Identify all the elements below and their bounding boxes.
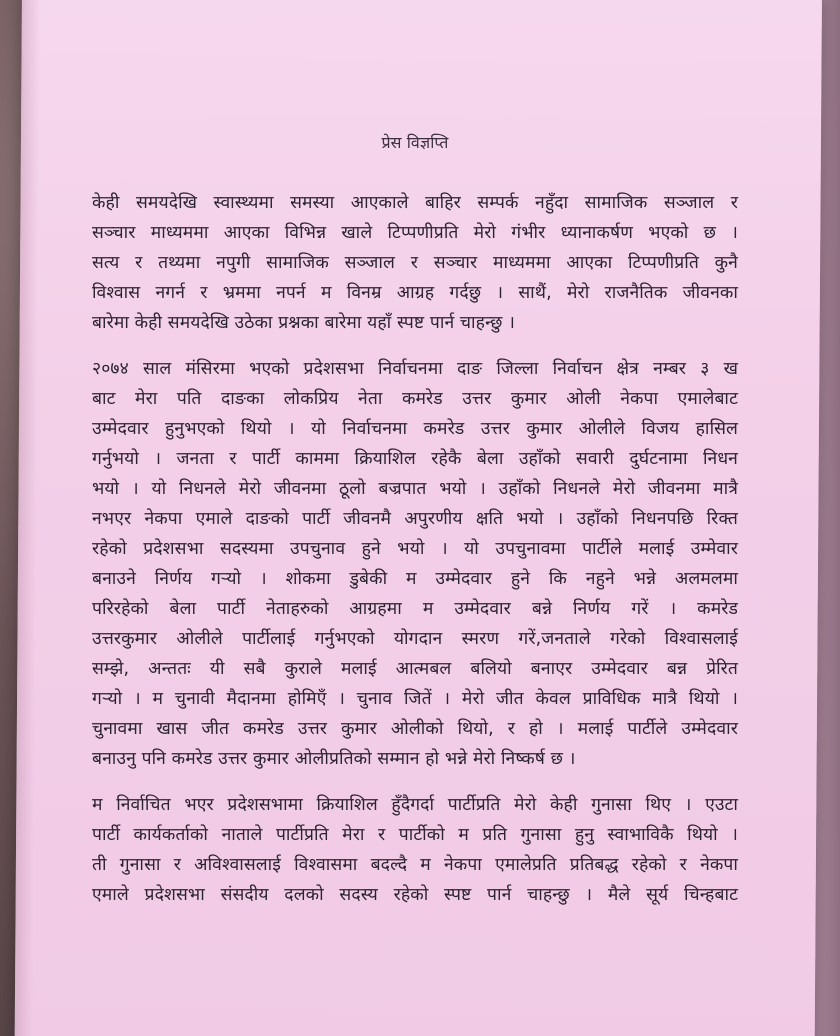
text-line: बनाउनु पनि कमरेड उत्तर कुमार ओलीप्रतिको सम्मान हो भन्ने मेरो निष्कर्ष छ । xyxy=(92,749,576,769)
text-line: परिरहेको बेला पार्टी नेताहरुको आग्रहमा म उम्मेदवार बन्ने निर्णय गरें । कमरेड xyxy=(92,599,738,619)
text-line: गर्नुभयो । जनता र पार्टी काममा क्रियाशिल रहेकै बेला उहाँको सवारी दुर्घटनामा निधन xyxy=(92,449,738,469)
text-line: पार्टी कार्यकर्ताको नाताले पार्टीप्रति मेरा र पार्टीको म प्रति गुनासा हुनु स्वाभाविकै थियो । xyxy=(92,825,738,845)
text-line: बाट मेरा पति दाङका लोकप्रिय नेता कमरेड उत्तर कुमार ओली नेकपा एमालेबाट xyxy=(92,389,738,409)
text-line: उत्तरकुमार ओलीले पार्टीलाई गर्नुभएको योगदान स्मरण गरें,जनताले गरेको विश्वासलाई xyxy=(92,629,738,649)
press-release-document xyxy=(92,133,738,926)
text-line: केही समयदेखि स्वास्थ्यमा समस्या आएकाले बाहिर सम्पर्क नहुँदा सामाजिक सञ्जाल र xyxy=(92,193,738,213)
text-line: सम्झे, अन्ततः यी सबै कुराले मलाई आत्मबल बलियो बनाएर उम्मेदवार बन्न प्रेरित xyxy=(92,659,738,679)
text-line: चुनावमा खास जीत कमरेड उत्तर कुमार ओलीको थियो, र हो । मलाई पार्टीले उम्मेदवार xyxy=(92,719,738,739)
paragraph-3 xyxy=(92,790,738,910)
text-line: बनाउने निर्णय गऱ्यो । शोकमा डुबेकी म उम्मेदवार हुने कि नहुने भन्ने अलमलमा xyxy=(92,569,738,589)
paragraph-1 xyxy=(92,188,738,338)
text-line: बारेमा केही समयदेखि उठेका प्रश्नका बारेमा यहाँ स्पष्ट पार्न चाहन्छु । xyxy=(92,313,515,333)
paragraph-2 xyxy=(92,354,738,774)
text-line: भयो । यो निधनले मेरो जीवनमा ठूलो बज्रपात भयो । उहाँको निधनले मेरो जीवनमा मात्रै xyxy=(92,479,738,499)
text-line: सञ्चार माध्यममा आएका विभिन्न खाले टिप्पणीप्रति मेरो गंभीर ध्यानाकर्षण भएको छ । xyxy=(92,223,738,243)
text-line: एमाले प्रदेशसभा संसदीय दलको सदस्य रहेको स्पष्ट पार्न चाहन्छु । मैले सूर्य चिन्हबाट xyxy=(92,885,738,905)
text-line: म निर्वाचित भएर प्रदेशसभामा क्रियाशिल हुँदैगर्दा पार्टीप्रति मेरो केही गुनासा थिए । एउटा xyxy=(92,795,738,815)
text-line: ती गुनासा र अविश्वासलाई विश्वासमा बदल्दै म नेकपा एमालेप्रति प्रतिबद्ध रहेको र नेकपा xyxy=(92,855,738,875)
text-line: विश्वास नगर्न र भ्रममा नपर्न म विनम्र आग्रह गर्दछु । साथैं, मेरो राजनैतिक जीवनका xyxy=(92,283,738,303)
text-line: नभएर नेकपा एमाले दाङको पार्टी जीवनमै अपुरणीय क्षति भयो । उहाँको निधनपछि रिक्त xyxy=(92,509,738,529)
text-line: सत्य र तथ्यमा नपुगी सामाजिक सञ्जाल र सञ्चार माध्यममा आएका टिप्पणीप्रति कुनै xyxy=(92,253,738,273)
text-line: गऱ्यो । म चुनावी मैदानमा होमिएँ । चुनाव जितें । मेरो जीत केवल प्राविधिक मात्रै थियो । xyxy=(92,689,738,709)
text-line: २०७४ साल मंसिरमा भएको प्रदेशसभा निर्वाचनमा दाङ जिल्ला निर्वाचन क्षेत्र नम्बर ३ ख xyxy=(92,359,738,379)
text-line: रहेको प्रदेशसभा सदस्यमा उपचुनाव हुने भयो । यो उपचुनावमा पार्टीले मलाई उम्मेवार xyxy=(92,539,738,559)
text-line: उम्मेदवार हुनुभएको थियो । यो निर्वाचनमा कमरेड उत्तर कुमार ओलीले विजय हासिल xyxy=(92,419,738,439)
document-title: प्रेस विज्ञप्ति xyxy=(381,133,449,152)
